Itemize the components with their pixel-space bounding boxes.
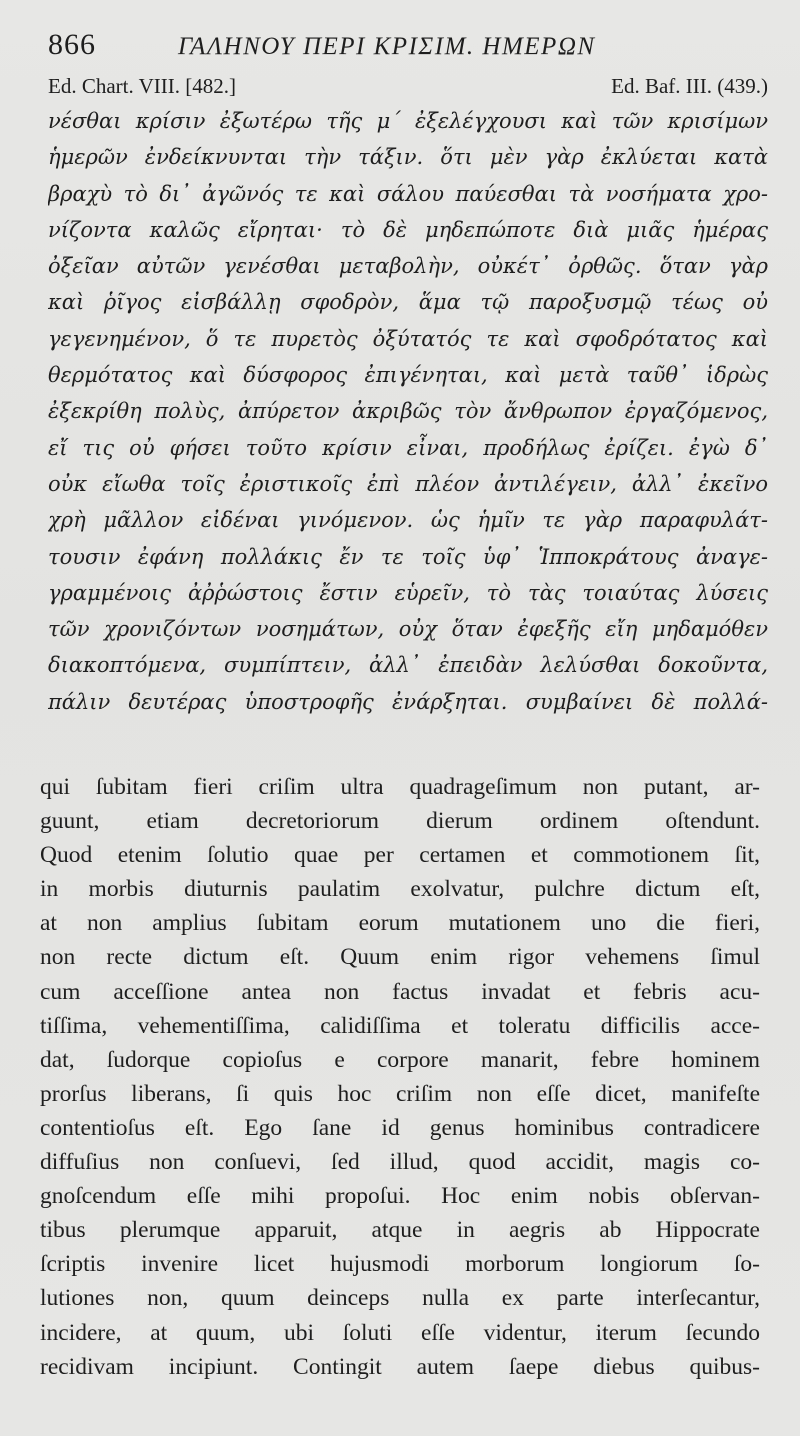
greek-text-line: τῶν χρονιζόντων νοσημάτων, οὐχ ὅταν ἐφεξῆς εἴη μηδαμόθεν	[48, 617, 768, 642]
latin-text-line: non recte dictum eſt. Quum enim rigor vehemens ſimul	[40, 944, 760, 971]
greek-text-line: νίζοντα καλῶς εἴρηται· τὸ δὲ μηδεπώποτε διὰ μιᾶς ἡμέρας	[48, 217, 768, 242]
latin-text-line: contentioſus eſt. Ego ſane id genus hominibus contradicere	[40, 1114, 760, 1141]
greek-text-line: γεγενημένον, ὅ τε πυρετὸς ὀξύτατός τε καὶ σφοδρότατος καὶ	[48, 326, 768, 351]
latin-text-line: diffuſius non conſuevi, ſed illud, quod accidit, magis co-	[40, 1149, 760, 1176]
latin-text-line: dat, ſudorque copioſus e corpore manarit, febre hominem	[40, 1046, 760, 1073]
greek-text-line: χρὴ μᾶλλον εἰδέναι γινόμενον. ὡς ἡμῖν τε γὰρ παραφυλάτ-	[48, 508, 768, 533]
latin-text-line: in morbis diuturnis paulatim exolvatur, pulchre dictum eſt,	[40, 876, 760, 903]
greek-text-line: ἐξεκρίθη πολὺς, ἀπύρετον ἀκριβῶς τὸν ἄνθρωπον ἐργαζόμενος,	[48, 399, 768, 424]
latin-text-line: recidivam incipiunt. Contingit autem ſaepe diebus quibus-	[40, 1353, 760, 1380]
greek-text-line: τουσιν ἐφάνη πολλάκις ἔν τε τοῖς ὑφ᾿ Ἱπποκράτους ἀναγε-	[48, 544, 768, 569]
latin-text-line: cum acceſſione antea non factus invadat et febris acu-	[40, 978, 760, 1005]
greek-text-line: νέσθαι κρίσιν ἐξωτέρω τῆς μ´ ἐξελέγχουσι καὶ τῶν κρισίμων	[48, 109, 768, 133]
latin-text-line: gnoſcendum eſſe mihi propoſui. Hoc enim nobis obſervan-	[40, 1183, 760, 1210]
running-title: ΓΑΛΗΝΟΥ ΠΕΡΙ ΚΡΙΣΙΜ. ΗΜΕΡΩΝ	[178, 33, 596, 60]
latin-text-line: at non amplius ſubitam eorum mutationem uno die fieri,	[40, 910, 760, 937]
greek-text-line: πάλιν δευτέρας ὑποστροφῆς ἐνάρξηται. συμβαίνει δὲ πολλά-	[48, 689, 768, 714]
edition-reference-line	[48, 73, 768, 99]
greek-text-line: ὀξεῖαν αὐτῶν γενέσθαι μεταβολὴν, οὐκέτ᾿ ὀρθῶς. ὅταν γὰρ	[48, 254, 768, 279]
latin-text-column	[40, 770, 760, 1384]
edition-basel-reference: Ed. Baf. III. (439.)	[611, 74, 768, 98]
latin-text-line: ſcriptis invenire licet hujusmodi morborum longiorum ſo-	[40, 1251, 760, 1278]
latin-text-line: incidere, at quum, ubi ſoluti eſſe videntur, iterum ſecundo	[40, 1319, 760, 1346]
page-header	[48, 28, 768, 68]
page-number: 866	[48, 28, 96, 61]
latin-text-line: guunt, etiam decretoriorum dierum ordinem oſtendunt.	[40, 808, 760, 835]
greek-text-line: διακοπτόμενα, συμπίπτειν, ἀλλ᾿ ἐπειδὰν λελύσθαι δοκοῦντα,	[48, 653, 768, 678]
greek-text-line: θερμότατος καὶ δύσφορος ἐπιγένηται, καὶ μετὰ ταῦθ᾿ ἱδρὼς	[48, 363, 768, 388]
latin-text-line: qui ſubitam fieri criſim ultra quadrageſimum non putant, ar-	[40, 774, 760, 800]
greek-text-line: οὐκ εἴωθα τοῖς ἐριστικοῖς ἐπὶ πλέον ἀντιλέγειν, ἀλλ᾿ ἐκεῖνο	[48, 471, 768, 496]
greek-text-line: καὶ ῥῖγος εἰσβάλλῃ σφοδρὸν, ἅμα τῷ παροξυσμῷ τέως οὐ	[48, 290, 768, 315]
edition-chartier-reference: Ed. Chart. VIII. [482.]	[48, 74, 236, 98]
latin-text-line: lutiones non, quum deinceps nulla ex parte interſecantur,	[40, 1285, 760, 1312]
latin-text-line: tibus plerumque apparuit, atque in aegris ab Hippocrate	[40, 1217, 760, 1244]
greek-text-line: εἴ τις οὐ φήσει τοῦτο κρίσιν εἶναι, προδήλως ἐρίζει. ἐγὼ δ᾿	[48, 435, 768, 460]
greek-text-line: ἡμερῶν ἐνδείκνυνται τὴν τάξιν. ὅτι μὲν γὰρ ἐκλύεται κατὰ	[48, 145, 768, 170]
latin-text-line: prorſus liberans, ſi quis hoc criſim non eſſe dicet, manifeſte	[40, 1080, 760, 1107]
greek-text-line: γραμμένοις ἀῤῥώστοις ἔστιν εὑρεῖν, τὸ τὰς τοιαύτας λύσεις	[48, 580, 768, 605]
latin-text-line: Quod etenim ſolutio quae per certamen et commotionem ſit,	[40, 842, 760, 869]
latin-text-line: tiſſima, vehementiſſima, calidiſſima et toleratu difficilis acce-	[40, 1012, 760, 1039]
greek-text-line: βραχὺ τὸ δι᾿ ἀγῶνός τε καὶ σάλου παύεσθαι τὰ νοσήματα χρο-	[48, 181, 768, 206]
greek-text-column	[48, 103, 768, 720]
